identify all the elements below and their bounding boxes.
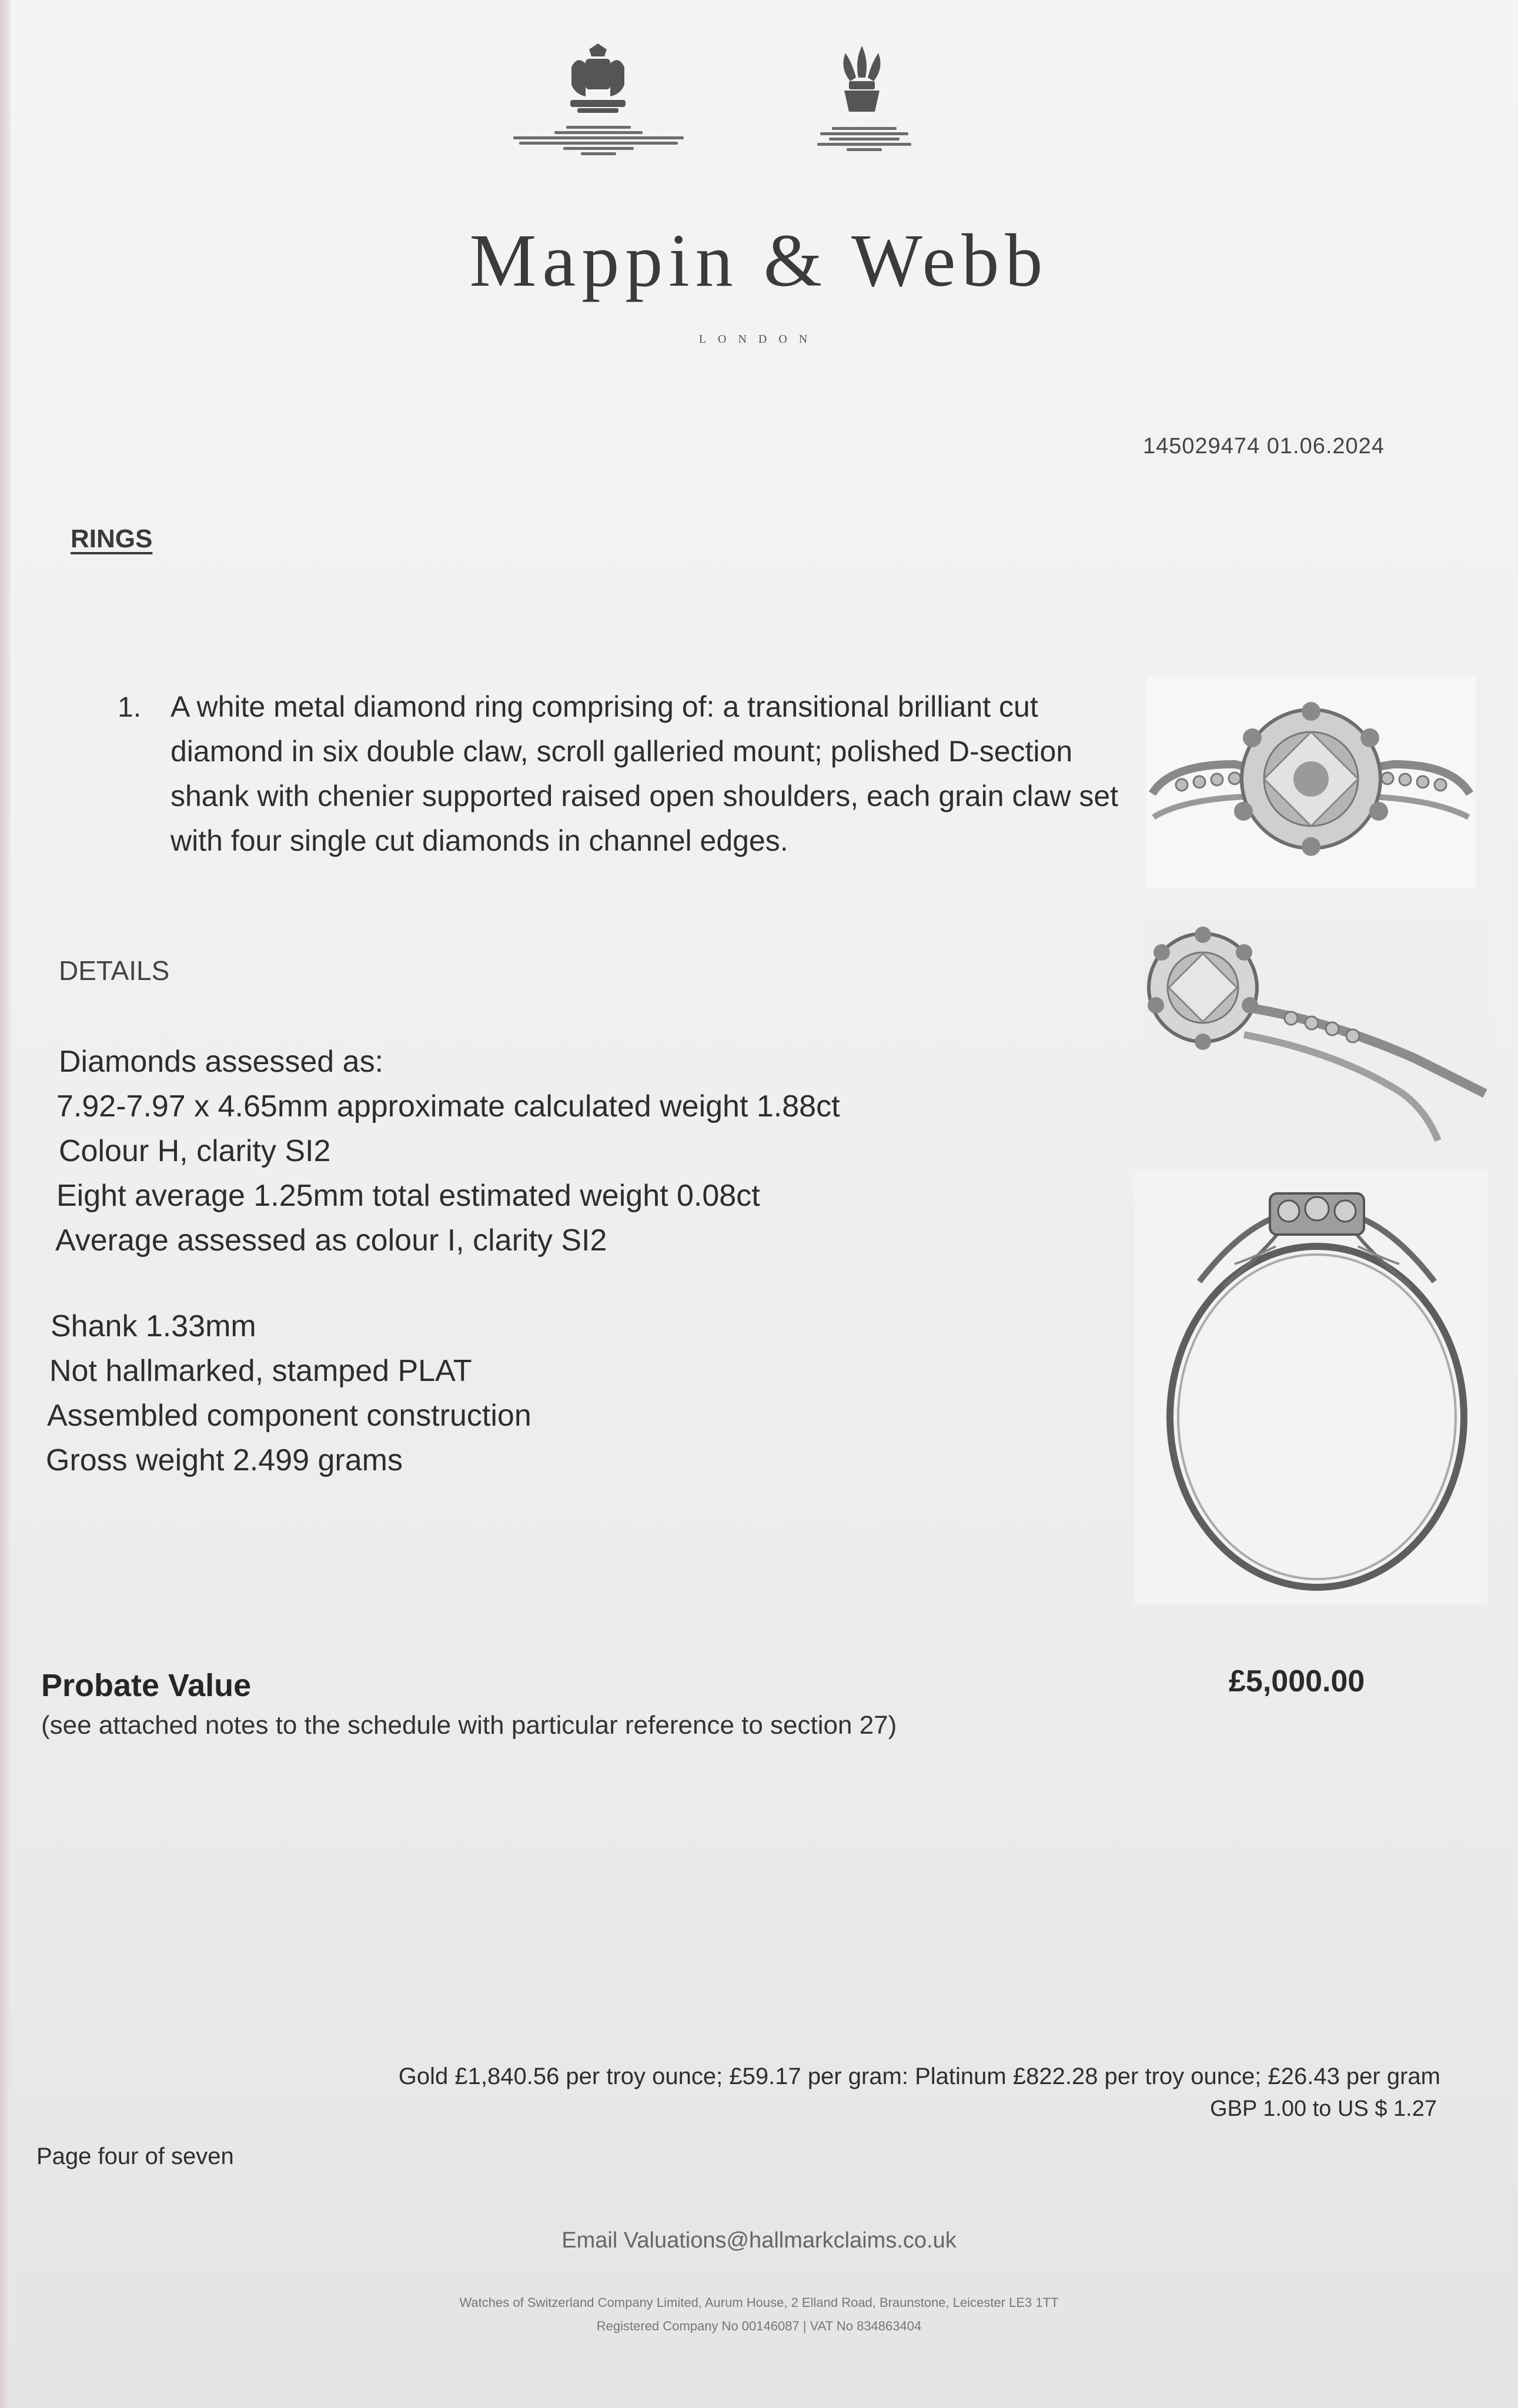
footer-registration: Registered Company No 00146087 | VAT No 834863404 <box>596 2319 922 2333</box>
probate-value-label: Probate Value <box>41 1668 252 1703</box>
item-number: 1. <box>118 692 142 723</box>
spec-line: Gross weight 2.499 grams <box>46 1443 403 1477</box>
ring-top-view-photo <box>1146 676 1476 888</box>
reference-number: 145029474 01.06.2024 <box>1143 434 1385 459</box>
spec-line: Not hallmarked, stamped PLAT <box>49 1354 472 1388</box>
royal-warrant-left-text <box>510 123 687 158</box>
probate-note: (see attached notes to the schedule with particular reference to section 27) <box>41 1711 897 1740</box>
footer-email: Email Valuations@hallmarkclaims.co.uk <box>561 2228 957 2253</box>
ring-profile-view-photo <box>1135 1170 1487 1605</box>
royal-coat-of-arms-icon <box>566 44 630 120</box>
ring-angled-view-photo <box>1144 917 1491 1146</box>
diamond-detail-line: Diamonds assessed as: <box>59 1045 384 1079</box>
section-title: RINGS <box>71 524 153 553</box>
diamond-detail-line: Eight average 1.25mm total estimated weight 0.08ct <box>56 1179 760 1213</box>
footer-company: Watches of Switzerland Company Limited, Aurum House, 2 Elland Road, Braunstone, Leicester LE3 1TT <box>459 2295 1059 2310</box>
details-heading: DETAILS <box>59 955 170 986</box>
spec-line: Shank 1.33mm <box>51 1309 256 1343</box>
exchange-rate: GBP 1.00 to US $ 1.27 <box>1210 2096 1437 2121</box>
brand-location: LONDON <box>698 333 820 346</box>
diamond-detail-line: 7.92-7.97 x 4.65mm approximate calculated weight 1.88ct <box>56 1089 840 1123</box>
prince-of-wales-feathers-icon <box>832 44 891 120</box>
royal-warrant-right-text <box>805 125 923 153</box>
page-edge <box>0 0 11 2408</box>
diamond-detail-line: Average assessed as colour I, clarity SI2 <box>55 1223 607 1257</box>
diamond-detail-line: Colour H, clarity SI2 <box>59 1134 331 1168</box>
spec-line: Assembled component construction <box>47 1399 531 1433</box>
page-number: Page four of seven <box>36 2143 234 2169</box>
probate-amount: £5,000.00 <box>1229 1664 1365 1698</box>
item-description: A white metal diamond ring comprising of: a transitional brilliant cut diamond in six double claw, scroll galleried mount; polished D-section shank with chenier supported raised open shoulders, each grain claw set with four single cut diamonds in channel edges. <box>170 690 1119 857</box>
metal-rates: Gold £1,840.56 per troy ounce; £59.17 per gram: Platinum £822.28 per troy ounce; £26.43 per gram <box>398 2063 1440 2089</box>
brand-logo: Mappin & Webb <box>469 219 1049 302</box>
